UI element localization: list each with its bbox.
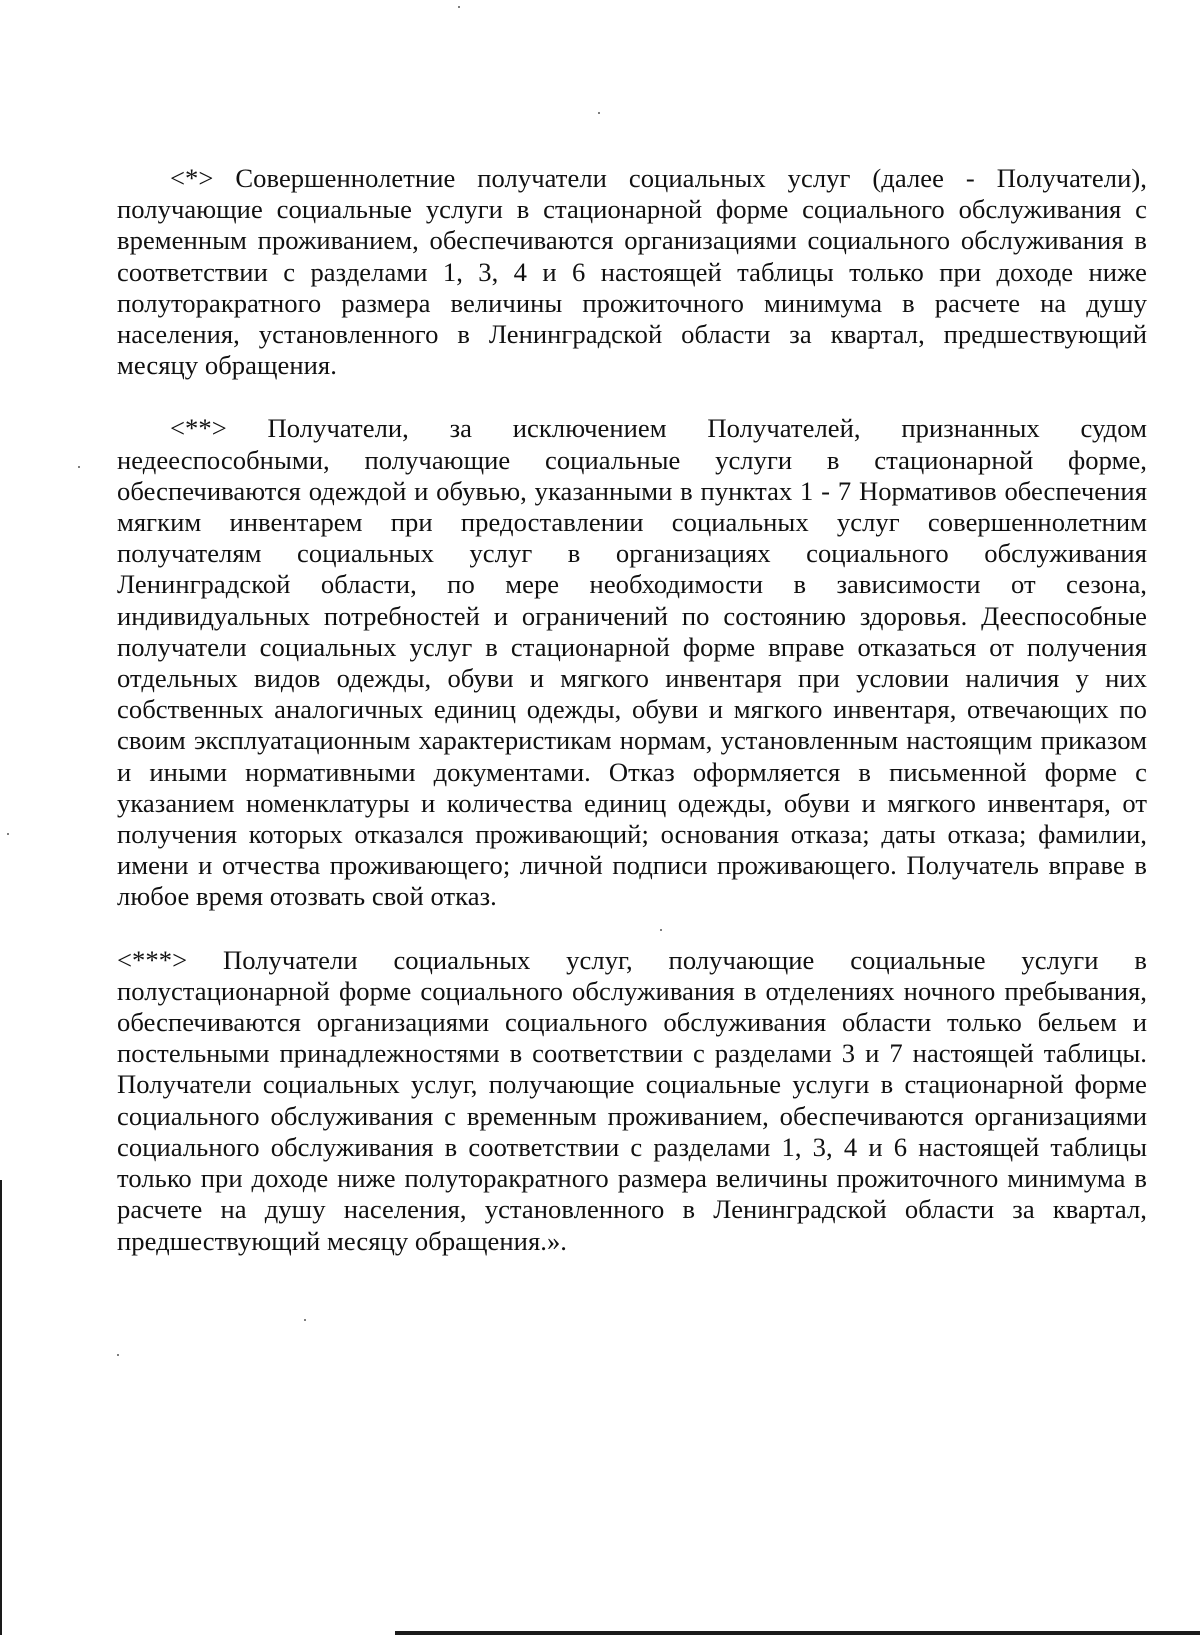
scan-speck — [660, 929, 662, 931]
scan-speck — [458, 6, 460, 8]
scan-speck — [78, 466, 80, 468]
scan-edge-left — [0, 1180, 2, 1635]
scan-speck — [7, 833, 9, 835]
footnotes-block — [117, 163, 1147, 1257]
footnote-3: <***> Получатели социальных услуг, получающие социальные услуги в полустационарной форме социального обслуживания в отделениях ночного пребывания, обеспечиваются организациями социального обслуживания области только бельем и постельными принадлежностями в соответствии с разделами 3 и 7 настоящей таблицы. Получатели социальных услуг, получающие социальные услуги в стационарной форме социального обслуживания с временным проживанием, обеспечиваются организациями социального обслуживания в соответствии с разделами 1, 3, 4 и 6 настоящей таблицы только при доходе ниже полуторакратного размера величины прожиточного минимума в расчете на душу населения, установленного в Ленинградской области за квартал, предшествующий месяцу обращения.». — [117, 944, 1147, 1256]
scan-speck — [304, 1319, 306, 1321]
scan-edge-bottom — [395, 1631, 1200, 1635]
scan-speck — [598, 112, 600, 114]
footnote-2: <**> Получатели, за исключением Получателей, признанных судом недееспособными, получающие социальные услуги в стационарной форме, обеспечиваются одеждой и обувью, указанными в пунктах 1 - 7 Нормативов обеспечения мягким инвентарем при предоставлении социальных услуг совершеннолетним получателям социальных услуг в организациях социального обслуживания Ленинградской области, по мере необходимости в зависимости от сезона, индивидуальных потребностей и ограничений по состоянию здоровья. Дееспособные получатели социальных услуг в стационарной форме вправе отказаться от получения отдельных видов одежды, обуви и мягкого инвентаря при условии наличия у них собственных аналогичных единиц одежды, обуви и мягкого инвентаря, отвечающих по своим эксплуатационным характеристикам нормам, установленным настоящим приказом и иными нормативными документами. Отказ оформляется в письменной форме с указанием номенклатуры и количества единиц одежды, обуви и мягкого инвентаря, от получения которых отказался проживающий; основания отказа; даты отказа; фамилии, имени и отчества проживающего; личной подписи проживающего. Получатель вправе в любое время отозвать свой отказ. — [117, 413, 1147, 912]
footnote-1: <*> Совершеннолетние получатели социальных услуг (далее - Получатели), получающие социальные услуги в стационарной форме социального обслуживания с временным проживанием, обеспечиваются организациями социального обслуживания в соответствии с разделами 1, 3, 4 и 6 настоящей таблицы только при доходе ниже полуторакратного размера величины прожиточного минимума в расчете на душу населения, установленного в Ленинградской области за квартал, предшествующий месяцу обращения. — [117, 163, 1147, 381]
scan-speck — [117, 1354, 119, 1356]
